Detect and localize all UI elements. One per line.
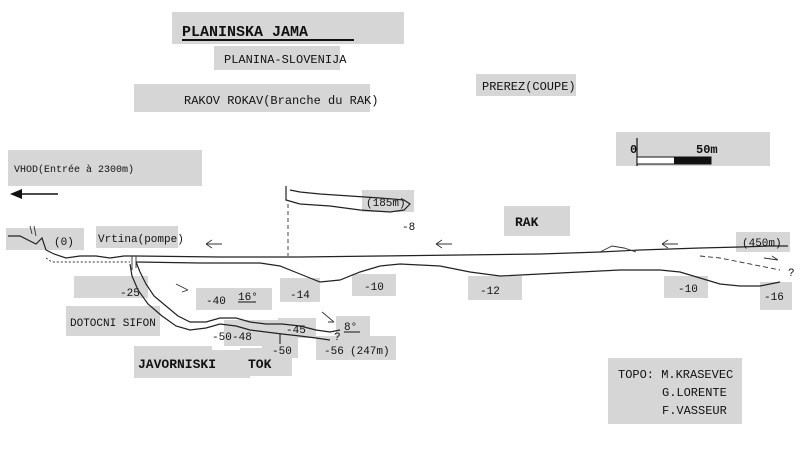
page-subtitle: PLANINA-SLOVENIJA xyxy=(224,53,347,67)
distance-450: (450m) xyxy=(742,238,782,250)
depth-m16: -16 xyxy=(764,292,784,304)
angle-16: 16° xyxy=(238,292,258,304)
depth-m40: -40 xyxy=(206,296,226,308)
scale-bar-black xyxy=(674,157,711,164)
depth-m25: -25 xyxy=(120,288,140,300)
distance-0: (0) xyxy=(54,237,74,249)
javorniski-label: JAVORNISKI xyxy=(138,357,217,372)
depth-m8: -8 xyxy=(402,222,416,234)
entrance-rubble xyxy=(46,258,130,262)
section-label: PREREZ(COUPE) xyxy=(482,80,576,94)
topo-line3: F.VASSEUR xyxy=(662,404,727,418)
topo-heading: TOPO: M.KRASEVEC xyxy=(618,368,734,382)
angle-8: 8° xyxy=(344,322,358,334)
depth-m14: -14 xyxy=(290,290,310,302)
depth-m10b: -10 xyxy=(678,284,698,296)
question-mark-right: ? xyxy=(788,268,795,280)
dashed-passage xyxy=(700,256,780,270)
page-title: PLANINSKA JAMA xyxy=(182,24,309,41)
scale-end: 50m xyxy=(696,143,718,157)
pump-shaft xyxy=(132,256,136,270)
depth-m12: -12 xyxy=(480,286,500,298)
topo-line2: G.LORENTE xyxy=(662,386,727,400)
distance-247: (247m) xyxy=(350,346,390,358)
depth-m50a: -50 xyxy=(212,332,232,344)
distance-185: (185m) xyxy=(366,198,406,210)
depth-m10a: -10 xyxy=(364,282,384,294)
vrtina-label: Vrtina(pompe) xyxy=(98,234,184,246)
entrance-arrow-icon xyxy=(10,189,58,199)
dotocni-sifon-label: DOTOCNI SIFON xyxy=(70,318,156,330)
tok-label: TOK xyxy=(248,357,272,372)
question-mark-lower: ? xyxy=(334,332,341,344)
depth-m56: -56 xyxy=(324,346,344,358)
rak-label: RAK xyxy=(515,215,539,230)
scale-zero: 0 xyxy=(630,143,638,157)
entrance-label: VHOD(Entrée à 2300m) xyxy=(14,165,135,176)
depth-m50b: -50 xyxy=(272,346,292,358)
depth-m48: -48 xyxy=(232,332,252,344)
branch-label: RAKOV ROKAV(Branche du RAK) xyxy=(184,94,379,108)
depth-m45: -45 xyxy=(286,325,306,337)
